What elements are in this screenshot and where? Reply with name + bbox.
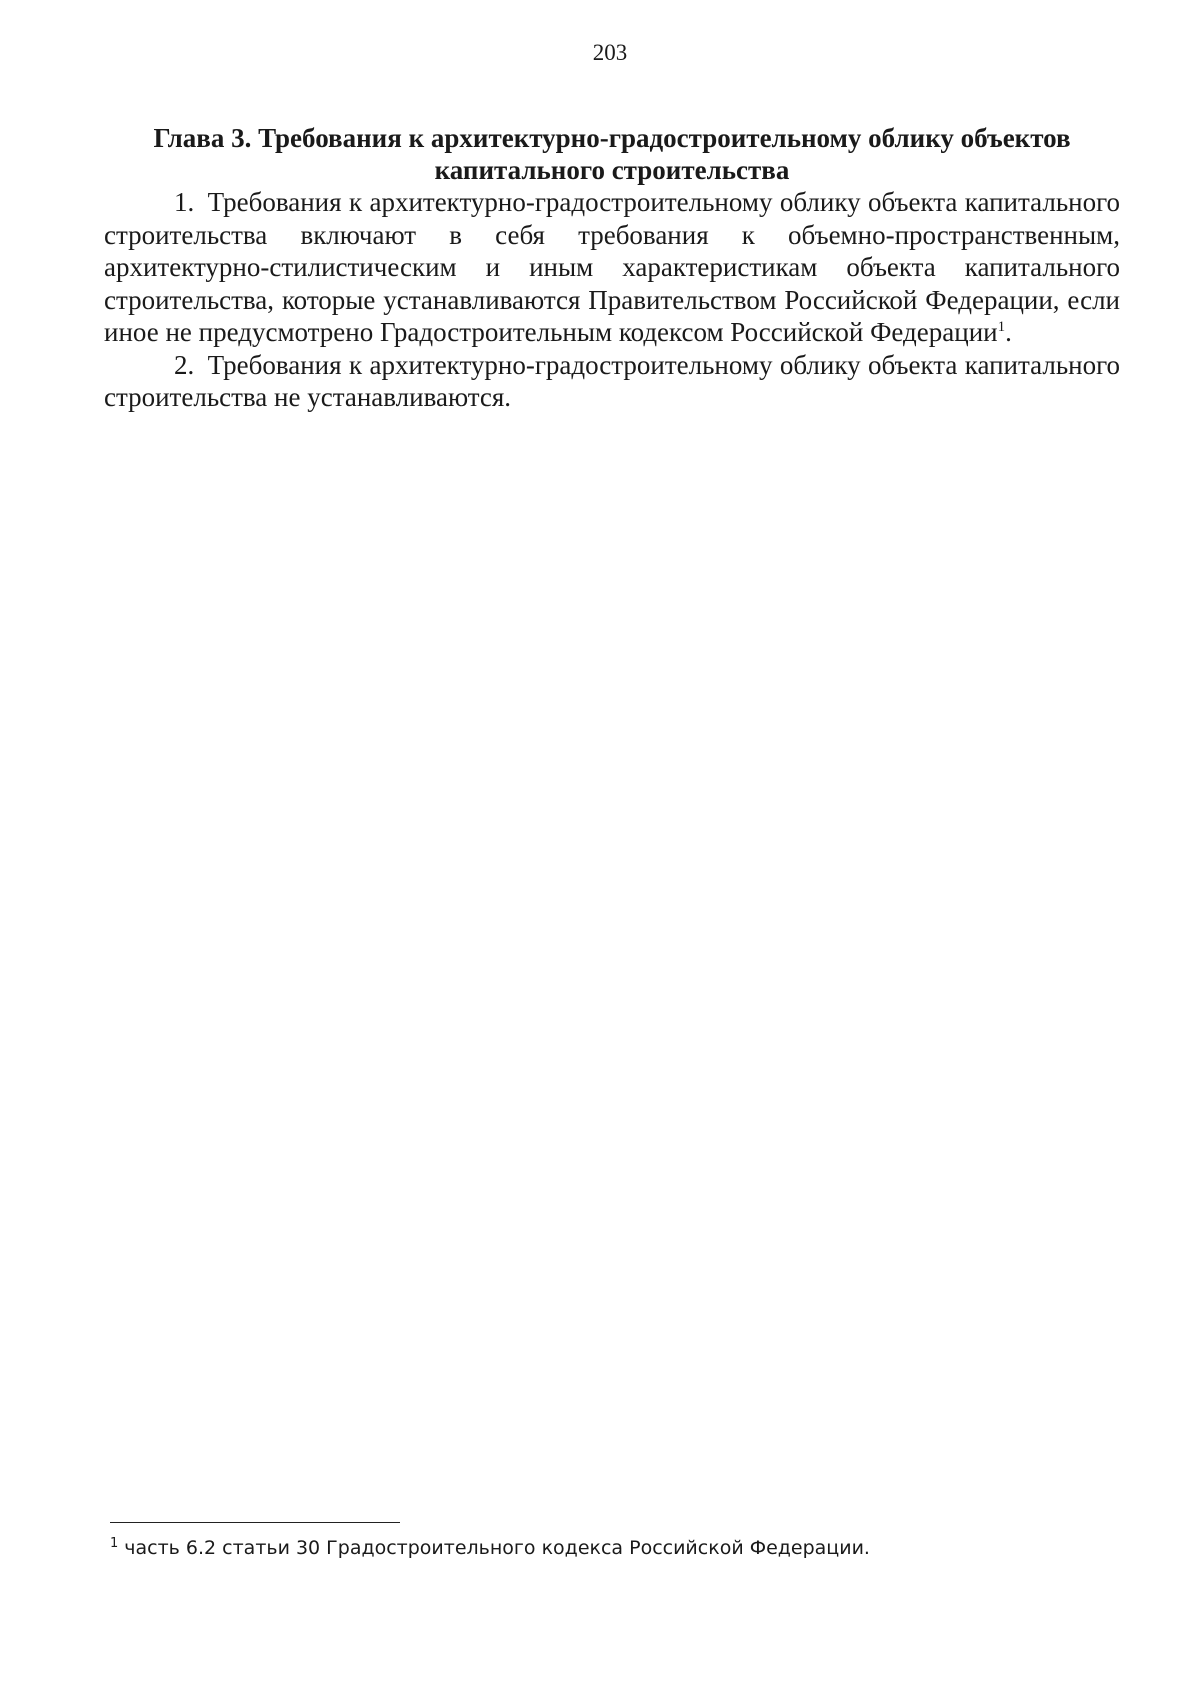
footnote-divider: [110, 1522, 400, 1523]
paragraph-1-number: 1.: [174, 187, 195, 217]
paragraph-2-text: Требования к архитектурно-градостроительному облику объекта капитального строительства не устанавливаются.: [104, 349, 1120, 412]
paragraph-1: [104, 186, 1120, 349]
paragraph-1-end: .: [1005, 317, 1012, 347]
page-content: [104, 122, 1120, 414]
paragraph-1-text: Требования к архитектурно-градостроительному облику объекта капитального строительства включают в себя требования к объемно-пространственным, архитектурно-стилистическим и иным характеристикам объекта капитального строительства, которые устанавливаются Правительством Российской Федерации, если иное не предусмотрено Градостроительным кодексом Российской Федерации: [104, 187, 1120, 347]
paragraph-2: [104, 349, 1120, 414]
footnote-reference[interactable]: 1: [997, 319, 1006, 335]
footnote: [110, 1536, 1110, 1560]
page-number: 203: [592, 40, 628, 65]
footnote-mark: 1: [110, 1535, 119, 1551]
paragraph-2-number: 2.: [174, 349, 195, 380]
footnote-text: часть 6.2 статьи 30 Градостроительного кодекса Российской Федерации.: [124, 1537, 870, 1559]
chapter-title: Глава 3. Требования к архитектурно-градостроительному облику объектов капитального строительства: [153, 123, 1071, 185]
